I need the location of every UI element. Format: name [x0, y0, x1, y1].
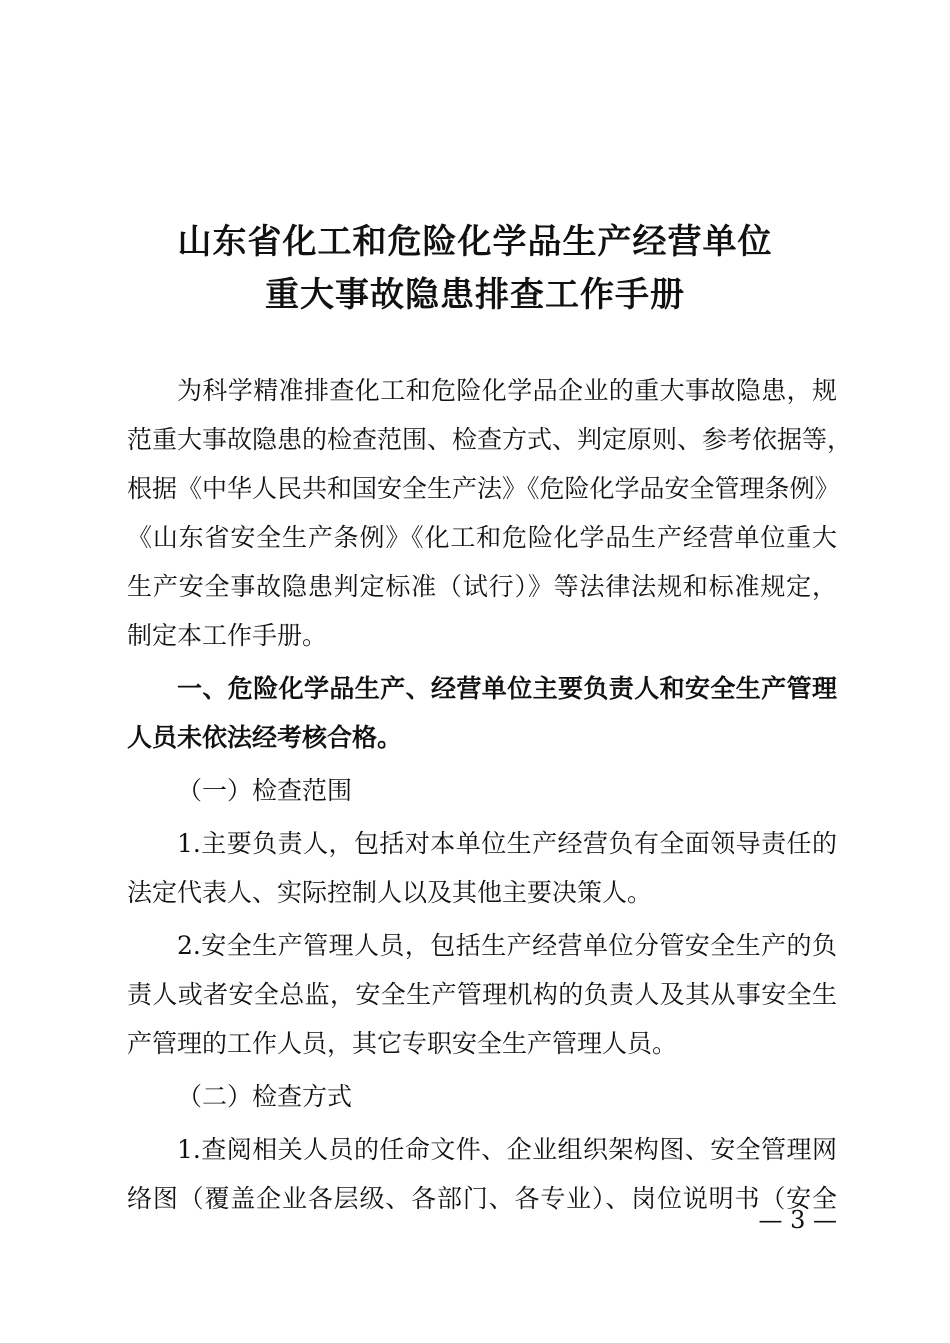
subsection-heading: （一）检查范围: [177, 776, 353, 805]
document-title-line-2: 重大事故隐患排查工作手册: [265, 275, 685, 315]
paragraph-line: 法定代表人、实际控制人以及其他主要决策人。: [127, 878, 653, 907]
paragraph-line: 生产安全事故隐患判定标准（试行）》等法律法规和标准规定，: [127, 572, 837, 601]
document-title-line-1: 山东省化工和危险化学品生产经营单位: [177, 222, 773, 262]
subsection-heading: （二）检查方式: [177, 1082, 353, 1111]
paragraph-line: 责人或者安全总监，安全生产管理机构的负责人及其从事安全生: [127, 980, 837, 1009]
paragraph-line: 产管理的工作人员，其它专职安全生产管理人员。: [127, 1029, 678, 1058]
paragraph-line: 1.查阅相关人员的任命文件、企业组织架构图、安全管理网: [177, 1135, 837, 1164]
paragraph-line: 络图（覆盖企业各层级、各部门、各专业）、岗位说明书（安全: [127, 1184, 837, 1213]
paragraph-line: 《山东省安全生产条例》《化工和危险化学品生产经营单位重大: [127, 523, 837, 552]
paragraph-line: 为科学精准排查化工和危险化学品企业的重大事故隐患，规: [177, 376, 837, 405]
paragraph-line: 制定本工作手册。: [127, 621, 328, 650]
paragraph-line: 1.主要负责人，包括对本单位生产经营负有全面领导责任的: [177, 829, 837, 858]
page-number: — 3 —: [758, 1206, 837, 1234]
section-heading-line: 人员未依法经考核合格。: [127, 723, 403, 752]
paragraph-line: 范重大事故隐患的检查范围、检查方式、判定原则、参考依据等，: [127, 425, 853, 454]
paragraph-line: 根据《中华人民共和国安全生产法》《危险化学品安全管理条例》: [127, 474, 840, 503]
paragraph-line: 2.安全生产管理人员，包括生产经营单位分管安全生产的负: [177, 931, 837, 960]
document-body: [127, 366, 853, 1223]
section-heading-line: 一、危险化学品生产、经营单位主要负责人和安全生产管理: [177, 674, 837, 703]
